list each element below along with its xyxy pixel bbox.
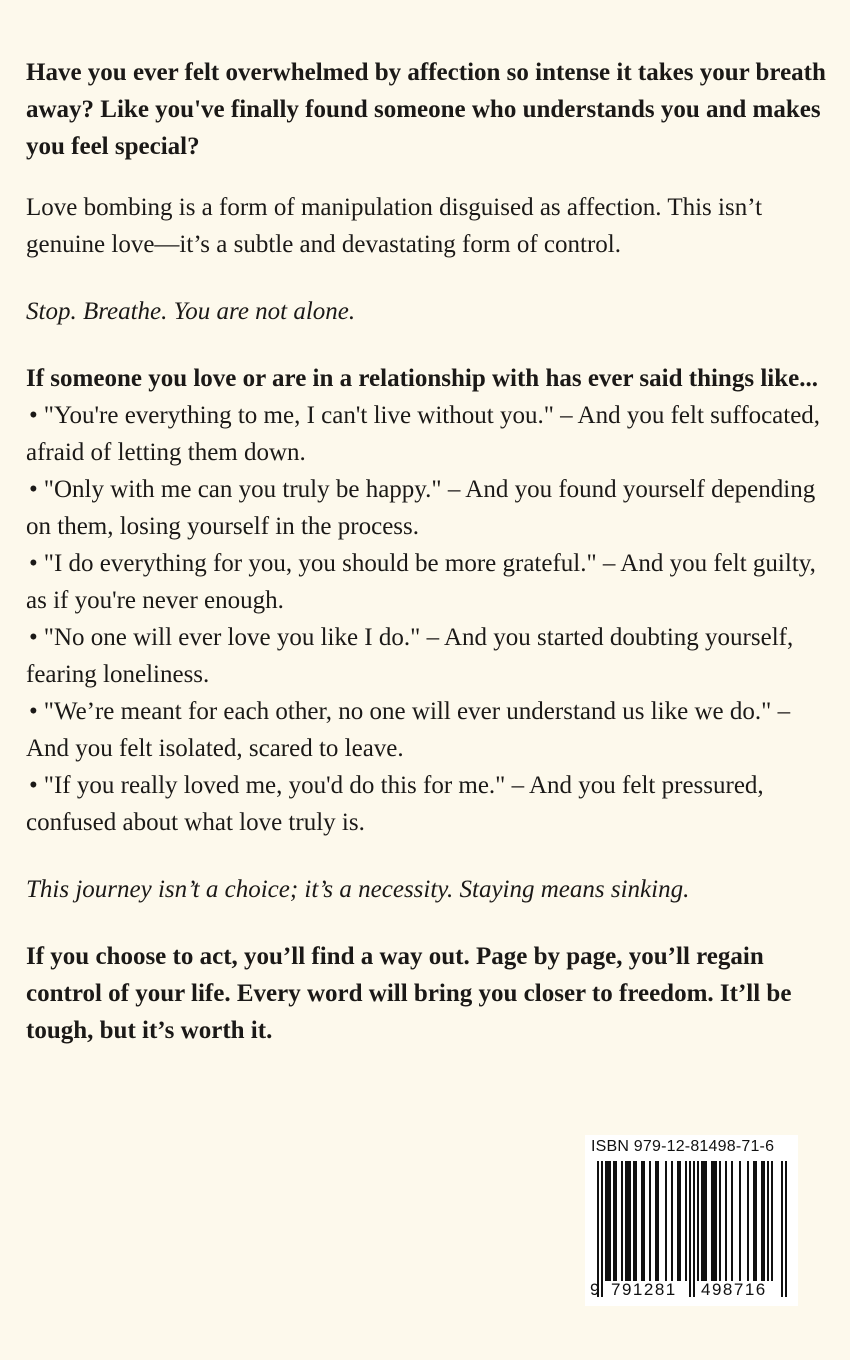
closing-paragraph: If you choose to act, you’ll find a way out. Page by page, you’ll regain control of your life. Every word will bring you closer to freedom. It’ll be tough, but it’s worth it. (26, 943, 792, 1044)
isbn-barcode (585, 1135, 798, 1306)
barcode-bar (625, 1161, 627, 1281)
bullet-icon: • (29, 402, 38, 429)
barcode-bar (677, 1161, 679, 1281)
barcode-bar (621, 1161, 623, 1281)
barcode-first-digit: 9 (590, 1280, 601, 1299)
pause-line: Stop. Breathe. You are not alone. (26, 298, 356, 325)
barcode-bar (713, 1161, 715, 1281)
barcode-bar (633, 1161, 635, 1281)
barcode-bar (725, 1161, 727, 1281)
barcode-bar (701, 1161, 703, 1281)
barcode-bar (629, 1161, 631, 1281)
barcode-bar (605, 1161, 607, 1281)
barcode-bar (657, 1161, 659, 1281)
quote-text: "Only with me can you truly be happy." – And you found yourself depending on them, losing yourself in the process. (26, 476, 816, 540)
barcode-bar (719, 1161, 721, 1281)
barcode-bar (613, 1161, 615, 1281)
quote-text: "I do everything for you, you should be more grateful." – And you felt guilty, as if you're never enough. (26, 550, 816, 614)
barcode-bar (703, 1161, 705, 1281)
barcode-bar (739, 1161, 741, 1281)
barcode-bar (785, 1161, 787, 1297)
barcode-bar (711, 1161, 713, 1281)
barcode-bar (615, 1161, 617, 1281)
barcode-bar (643, 1161, 645, 1281)
definition-paragraph: Love bombing is a form of manipulation disguised as affection. This isn’t genuine love—it’s a subtle and devastating form of control. (26, 194, 763, 258)
barcode-bar (689, 1161, 691, 1297)
barcode-right-digits: 498716 (701, 1280, 767, 1299)
barcode-bar (705, 1161, 707, 1281)
barcode-bar (771, 1161, 773, 1281)
quote-text: "No one will ever love you like I do." – And you started doubting yourself, fearing loneliness. (26, 624, 794, 688)
barcode-bar (655, 1161, 657, 1281)
barcode-bar (697, 1161, 699, 1281)
barcode-bar (635, 1161, 637, 1281)
barcode-bar (761, 1161, 763, 1281)
barcode-bar (641, 1161, 643, 1281)
necessity-line: This journey isn’t a choice; it’s a necessity. Staying means sinking. (26, 876, 690, 903)
isbn-label: ISBN 979-12-81498-71-6 (591, 1138, 775, 1155)
bullet-icon: • (29, 476, 38, 503)
bullet-icon: • (29, 698, 38, 725)
barcode-bar (649, 1161, 651, 1281)
list-item (26, 471, 826, 545)
barcode-bar (671, 1161, 673, 1281)
barcode-bar (665, 1161, 667, 1281)
barcode-bar (607, 1161, 609, 1281)
list-item (26, 545, 826, 619)
barcode-bar (609, 1161, 611, 1281)
back-cover-text (26, 54, 826, 1049)
barcode-bar (627, 1161, 629, 1281)
barcode-bar (781, 1161, 783, 1297)
barcode-bar (747, 1161, 749, 1281)
bullet-icon: • (29, 624, 38, 651)
barcode-bar (715, 1161, 717, 1281)
list-heading: If someone you love or are in a relationship with has ever said things like... (26, 365, 818, 392)
barcode-bar (731, 1161, 733, 1281)
quote-list (26, 397, 826, 841)
quote-text: "You're everything to me, I can't live without you." – And you felt suffocated, afraid of letting them down. (26, 402, 821, 466)
barcode-bar (763, 1161, 765, 1281)
list-item (26, 619, 826, 693)
quote-text: "We’re meant for each other, no one will ever understand us like we do." – And you felt isolated, scared to leave. (26, 698, 791, 762)
list-item (26, 693, 826, 767)
bullet-icon: • (29, 772, 38, 799)
barcode-bar (693, 1161, 695, 1297)
barcode-bar (597, 1161, 599, 1297)
barcode-left-digits: 791281 (611, 1280, 677, 1299)
barcode-bar (767, 1161, 769, 1281)
barcode-bar (679, 1161, 681, 1281)
barcode-bar (685, 1161, 687, 1281)
bullet-icon: • (29, 550, 38, 577)
barcode-bar (601, 1161, 603, 1297)
barcode-bar (755, 1161, 757, 1281)
list-item (26, 397, 826, 471)
intro-paragraph: Have you ever felt overwhelmed by affection so intense it takes your breath away? Like you've finally found someone who understands you and makes you feel special? (26, 59, 826, 160)
quote-text: "If you really loved me, you'd do this for me." – And you felt pressured, confused about what love truly is. (26, 772, 764, 836)
list-item (26, 767, 826, 841)
barcode-bar (753, 1161, 755, 1281)
